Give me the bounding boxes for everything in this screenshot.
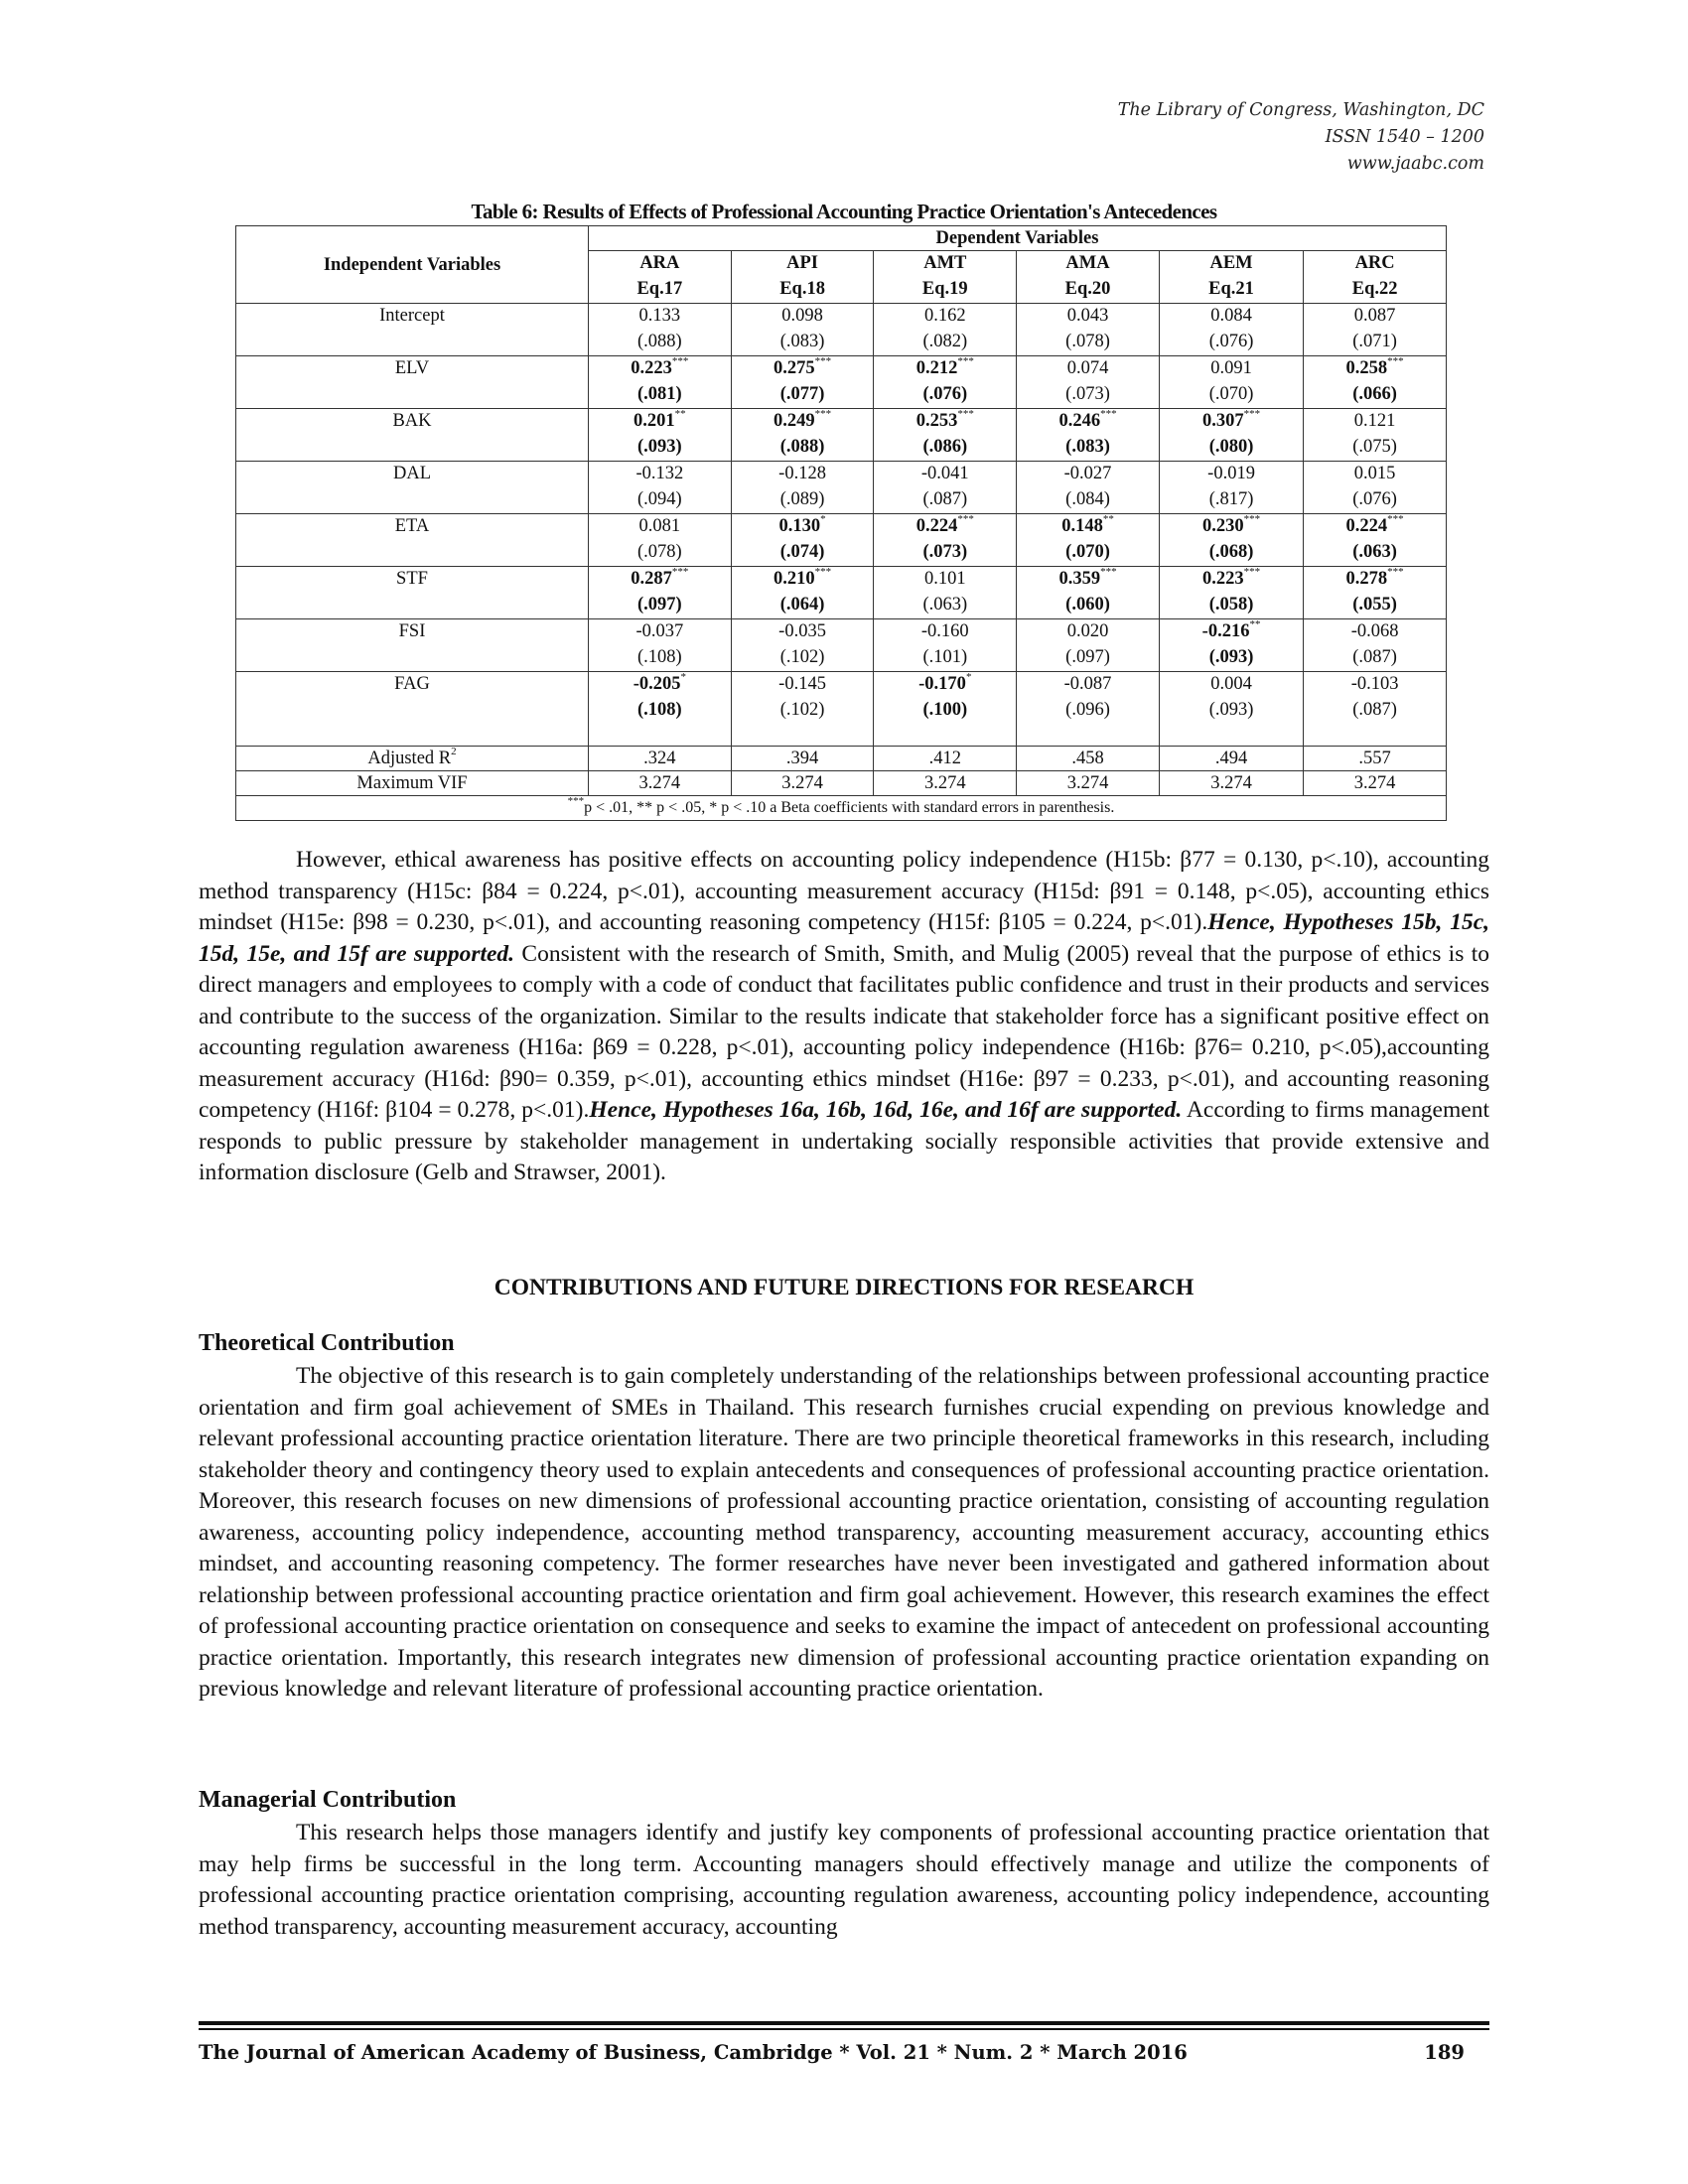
row-label: BAK: [236, 409, 589, 462]
significance-mark: ***: [1243, 565, 1261, 578]
coefficient: -0.160: [920, 621, 969, 641]
table-cell: [1304, 304, 1447, 356]
table-cell: [1304, 672, 1447, 747]
table-cell: [1159, 409, 1303, 462]
column-equation: Eq.19: [921, 279, 968, 299]
paragraph-text: According to firms management responds to public pressure by stakeholder management in undertaking socially responsible activities that provide extensive and information disclosure (Gelb and Strawser, 2001).: [199, 1097, 1489, 1185]
table-cell: [1304, 356, 1447, 409]
section-title: CONTRIBUTIONS AND FUTURE DIRECTIONS FOR RESEARCH: [493, 1275, 1195, 1300]
coefficient: -0.216: [1201, 621, 1250, 641]
column-header-aem: [1159, 251, 1303, 304]
table-cell: [1159, 567, 1303, 619]
table-cell: [1304, 409, 1447, 462]
coefficient: 0.253: [915, 411, 958, 431]
table-cell: .324: [589, 747, 732, 771]
standard-error: (.087): [922, 489, 968, 509]
page-footer: [199, 2041, 1465, 2064]
standard-error: (.094): [637, 489, 682, 509]
dependent-variables-header: Dependent Variables: [589, 226, 1447, 251]
standard-error: (.108): [637, 647, 682, 667]
table-cell: 3.274: [874, 771, 1017, 796]
coefficient: 0.101: [923, 569, 966, 589]
table-cell: [1017, 356, 1160, 409]
table-cell: [731, 567, 874, 619]
hypothesis-statement: Hence, Hypotheses 16a, 16b, 16d, 16e, and 16f are supported.: [589, 1097, 1183, 1123]
column-name: ARA: [639, 253, 680, 273]
table-cell: 3.274: [1304, 771, 1447, 796]
row-label: ELV: [236, 356, 589, 409]
page-number: 189: [1424, 2041, 1465, 2064]
coefficient: 0.224: [1345, 516, 1388, 536]
coefficient: 0.224: [915, 516, 958, 536]
coefficient: 0.307: [1201, 411, 1244, 431]
table-cell: 3.274: [589, 771, 732, 796]
table-note-row: [236, 796, 1447, 821]
table-cell: [731, 514, 874, 567]
table-cell: [731, 672, 874, 747]
standard-error: (.073): [922, 542, 968, 562]
coefficient: 0.223: [1201, 569, 1244, 589]
significance-mark: ***: [1100, 407, 1117, 420]
table-cell: [731, 619, 874, 672]
coefficient: -0.170: [918, 674, 966, 694]
column-header-amt: [874, 251, 1017, 304]
table-cell: [1304, 567, 1447, 619]
adjusted-r2-label: Adjusted R: [367, 749, 452, 768]
coefficient: -0.103: [1350, 674, 1399, 694]
coefficient: 0.043: [1066, 306, 1109, 326]
standard-error: (.093): [637, 437, 682, 457]
standard-error: (.817): [1208, 489, 1254, 509]
hypothesis-statement: Hence, Hypotheses 15b, 15c, 15d, 15e, and 15f are supported.: [199, 909, 1489, 967]
standard-error: (.058): [1208, 595, 1254, 614]
row-label: FSI: [236, 619, 589, 672]
table-cell: [1304, 619, 1447, 672]
table-cell: [589, 567, 732, 619]
table-cell: [1304, 514, 1447, 567]
standard-error: (.087): [1352, 700, 1397, 720]
table-cell: [589, 514, 732, 567]
subheading-managerial: Managerial Contribution: [199, 1787, 457, 1813]
significance-mark: ***: [1243, 512, 1261, 525]
coefficient: 0.201: [633, 411, 675, 431]
significance-mark: ***: [814, 354, 832, 367]
footer-rule-thin: [199, 2028, 1489, 2030]
table-header-row-1: [236, 226, 1447, 251]
table-note-text: p < .01, ** p < .05, * p < .10 a Beta coefficients with standard errors in parenthesis.: [584, 799, 1115, 816]
column-name: API: [786, 253, 819, 273]
results-table: [235, 225, 1447, 821]
table-cell: 3.274: [731, 771, 874, 796]
standard-error: (.071): [1352, 332, 1397, 351]
coefficient: 0.133: [638, 306, 681, 326]
table-row: [236, 619, 1447, 672]
table-cell: [589, 462, 732, 514]
table-cell: [874, 619, 1017, 672]
coefficient: 0.148: [1061, 516, 1103, 536]
significance-mark: *: [820, 512, 826, 525]
significance-mark: *: [965, 670, 972, 683]
maximum-vif-row: [236, 771, 1447, 796]
coefficient: 0.091: [1210, 358, 1252, 378]
table-cell: .412: [874, 747, 1017, 771]
coefficient: 0.212: [915, 358, 958, 378]
paragraph-theoretical: [199, 1361, 1489, 1706]
standard-error: (.064): [779, 595, 825, 614]
column-equation: Eq.18: [779, 279, 825, 299]
table-cell: [1304, 462, 1447, 514]
coefficient: 0.258: [1345, 358, 1388, 378]
significance-mark: **: [1102, 512, 1114, 525]
subheading-theoretical: Theoretical Contribution: [199, 1330, 455, 1356]
coefficient: -0.068: [1350, 621, 1399, 641]
table-cell: [1017, 462, 1160, 514]
significance-mark: ***: [1387, 565, 1404, 578]
significance-mark: ***: [957, 354, 974, 367]
table-cell: [1017, 304, 1160, 356]
adjusted-r2-row: [236, 747, 1447, 771]
standard-error: (.088): [779, 437, 825, 457]
standard-error: (.081): [637, 384, 682, 404]
coefficient: -0.128: [778, 464, 826, 483]
row-label: Maximum VIF: [236, 771, 589, 796]
table-cell: [589, 304, 732, 356]
table-cell: [1017, 672, 1160, 747]
standard-error: (.083): [1065, 437, 1110, 457]
header-line-1: The Library of Congress, Washington, DC: [1117, 100, 1484, 120]
table-cell: [874, 356, 1017, 409]
standard-error: (.101): [922, 647, 968, 667]
paragraph-managerial: [199, 1818, 1489, 1943]
table-cell: [874, 409, 1017, 462]
standard-error: (.074): [779, 542, 825, 562]
table-cell: [1017, 514, 1160, 567]
standard-error: (.060): [1065, 595, 1110, 614]
standard-error: (.093): [1208, 647, 1254, 667]
standard-error: (.076): [922, 384, 968, 404]
table-cell: 3.274: [1159, 771, 1303, 796]
adjusted-r2-sup: 2: [451, 745, 457, 757]
coefficient: 0.287: [631, 569, 672, 589]
standard-error: (.102): [779, 647, 825, 667]
paragraph-theoretical-text: The objective of this research is to gain completely understanding of the relationships between professional accounting practice orientation and firm goal achievement of SMEs in Thailand. This research furnishes crucial expending on previous knowledge and relevant professional accounting practice orientation literature. There are two principle theoretical frameworks in this research, including stakeholder theory and contingency theory used to explain antecedents and consequences of professional accounting practice orientation. Moreover, this research focuses on new dimensions of professional accounting practice orientation, consisting of accounting regulation awareness, accounting policy independence, accounting method transparency, accounting measurement accuracy, accounting ethics mindset, and accounting reasoning competency. The former researches have never been investigated and gathered information about relationship between professional accounting practice orientation and firm goal achievement. However, this research examines the effect of professional accounting practice orientation on consequence and seeks to examine the impact of antecedent on professional accounting practice orientation. Importantly, this research integrates new dimension of professional accounting practice orientation expanding on previous knowledge and relevant literature of professional accounting practice orientation.: [199, 1363, 1489, 1702]
table-note: [236, 796, 1447, 821]
standard-error: (.066): [1352, 384, 1397, 404]
column-equation: Eq.22: [1351, 279, 1398, 299]
journal-citation: The Journal of American Academy of Business, Cambridge * Vol. 21 * Num. 2 * March 2016: [199, 2041, 1188, 2064]
table-row: [236, 567, 1447, 619]
table-cell: [589, 409, 732, 462]
column-equation: Eq.20: [1064, 279, 1111, 299]
table-cell: [589, 619, 732, 672]
significance-mark: ***: [814, 565, 832, 578]
table-cell: [731, 356, 874, 409]
coefficient: -0.132: [635, 464, 684, 483]
significance-mark: ***: [1387, 512, 1404, 525]
paragraph-results: [199, 845, 1489, 1189]
significance-mark: **: [1249, 617, 1261, 630]
significance-mark: *: [680, 670, 686, 683]
standard-error: (.076): [1208, 332, 1254, 351]
coefficient: -0.205: [633, 674, 681, 694]
table-cell: [1017, 409, 1160, 462]
coefficient: 0.230: [1201, 516, 1244, 536]
coefficient: 0.004: [1210, 674, 1252, 694]
footer-rule: [199, 2021, 1489, 2025]
coefficient: -0.035: [778, 621, 826, 641]
coefficient: 0.084: [1210, 306, 1252, 326]
coefficient: 0.015: [1353, 464, 1396, 483]
coefficient: 0.223: [631, 358, 672, 378]
significance-mark: **: [674, 407, 686, 420]
coefficient: 0.275: [774, 358, 815, 378]
coefficient: 0.162: [923, 306, 966, 326]
standard-error: (.093): [1208, 700, 1254, 720]
coefficient: -0.027: [1063, 464, 1112, 483]
coefficient: 0.246: [1058, 411, 1101, 431]
table-cell: [1159, 672, 1303, 747]
coefficient: 0.020: [1066, 621, 1109, 641]
paragraph-text: Consistent with the research of Smith, Smith, and Mulig (2005) reveal that the purpose of ethics is to direct managers and employees to comply with a code of conduct that facilitates public confidence and trust in their products and services and contribute to the success of the organization. Similar to the results indicate that stakeholder force has a significant positive effect on accounting regulation awareness (H16a: β69 = 0.228, p<.01), accounting policy independence (H16b: β76= 0.210, p<.05),accounting measurement accuracy (H16d: β90= 0.359, p<.01), accounting ethics mindset (H16e: β97 = 0.233, p<.01), and accounting reasoning competency (H16f: β104 = 0.278, p<.01).: [199, 940, 1489, 1123]
column-header-ara: [589, 251, 732, 304]
row-label: DAL: [236, 462, 589, 514]
row-label: FAG: [236, 672, 589, 747]
table-cell: 3.274: [1017, 771, 1160, 796]
table-cell: [731, 462, 874, 514]
coefficient: -0.019: [1207, 464, 1255, 483]
standard-error: (.097): [637, 595, 682, 614]
standard-error: (.073): [1065, 384, 1110, 404]
table-cell: [589, 672, 732, 747]
row-label: Intercept: [236, 304, 589, 356]
table-cell: [1017, 567, 1160, 619]
paragraph-text: However, ethical awareness has positive effects on accounting policy independence (H15b: β77 = 0.130, p<.10), accounting method transparency (H15c: β84 = 0.224, p<.01), accounting measurement accuracy (H15d: β91 = 0.148, p<.05), accounting ethics mindset (H15e: β98 = 0.230, p<.01), and accounting reasoning competency (H15f: β105 = 0.224, p<.01).: [199, 847, 1489, 935]
significance-mark: ***: [957, 407, 974, 420]
table-cell: [874, 514, 1017, 567]
row-label: ETA: [236, 514, 589, 567]
coefficient: 0.249: [774, 411, 815, 431]
significance-mark: ***: [1100, 565, 1117, 578]
table-cell: [1159, 304, 1303, 356]
significance-mark: ***: [671, 354, 689, 367]
page-header: [1118, 97, 1484, 178]
standard-error: (.063): [1352, 542, 1397, 562]
table-cell: .557: [1304, 747, 1447, 771]
standard-error: (.077): [779, 384, 825, 404]
coefficient: 0.130: [778, 516, 821, 536]
column-name: ARC: [1354, 253, 1395, 273]
table-title: Table 6: Results of Effects of Professional Accounting Practice Orientation's Antecedences: [471, 200, 1217, 223]
coefficient: 0.359: [1058, 569, 1101, 589]
standard-error: (.088): [637, 332, 682, 351]
table-row: [236, 409, 1447, 462]
table-cell: [1159, 514, 1303, 567]
standard-error: (.102): [779, 700, 825, 720]
coefficient: 0.210: [774, 569, 815, 589]
table-row: [236, 304, 1447, 356]
coefficient: 0.087: [1353, 306, 1396, 326]
coefficient: -0.037: [635, 621, 684, 641]
coefficient: 0.074: [1066, 358, 1109, 378]
row-label: [236, 747, 589, 771]
row-label: STF: [236, 567, 589, 619]
column-name: AEM: [1209, 253, 1253, 273]
standard-error: (.096): [1065, 700, 1110, 720]
standard-error: (.078): [637, 542, 682, 562]
significance-mark: ***: [1243, 407, 1261, 420]
table-cell: [1159, 462, 1303, 514]
table-cell: [1017, 619, 1160, 672]
standard-error: (.068): [1208, 542, 1254, 562]
table-cell: [731, 304, 874, 356]
significance-mark: ***: [814, 407, 832, 420]
standard-error: (.084): [1065, 489, 1110, 509]
standard-error: (.078): [1065, 332, 1110, 351]
header-line-2: ISSN 1540 – 1200: [1325, 127, 1484, 147]
table-row: [236, 672, 1447, 747]
table-cell: [874, 462, 1017, 514]
table-cell: .458: [1017, 747, 1160, 771]
standard-error: (.087): [1352, 647, 1397, 667]
significance-mark: ***: [957, 512, 974, 525]
coefficient: 0.121: [1353, 411, 1396, 431]
table-cell: [1159, 619, 1303, 672]
standard-error: (.076): [1352, 489, 1397, 509]
standard-error: (.082): [922, 332, 968, 351]
column-header-ama: [1017, 251, 1160, 304]
column-header-api: [731, 251, 874, 304]
standard-error: (.100): [922, 700, 968, 720]
table-row: [236, 514, 1447, 567]
coefficient: 0.278: [1345, 569, 1388, 589]
table-cell: [874, 304, 1017, 356]
significance-mark: ***: [1387, 354, 1404, 367]
header-line-3: www.jaabc.com: [1346, 154, 1484, 174]
standard-error: (.108): [637, 700, 682, 720]
standard-error: (.083): [779, 332, 825, 351]
coefficient: -0.041: [920, 464, 969, 483]
column-equation: Eq.17: [636, 279, 683, 299]
column-equation: Eq.21: [1208, 279, 1254, 299]
standard-error: (.070): [1208, 384, 1254, 404]
standard-error: (.097): [1065, 647, 1110, 667]
coefficient: -0.145: [778, 674, 826, 694]
independent-variables-header: Independent Variables: [236, 226, 589, 304]
standard-error: (.086): [922, 437, 968, 457]
standard-error: (.070): [1065, 542, 1110, 562]
standard-error: (.055): [1352, 595, 1397, 614]
table-row: [236, 356, 1447, 409]
coefficient: -0.087: [1063, 674, 1112, 694]
table-cell: .494: [1159, 747, 1303, 771]
table-cell: [874, 672, 1017, 747]
coefficient: 0.098: [781, 306, 823, 326]
table-note-sup: ***: [567, 794, 585, 807]
table-cell: .394: [731, 747, 874, 771]
standard-error: (.089): [779, 489, 825, 509]
column-name: AMT: [923, 253, 967, 273]
column-name: AMA: [1065, 253, 1110, 273]
standard-error: (.063): [922, 595, 968, 614]
table-cell: [731, 409, 874, 462]
table-row: [236, 462, 1447, 514]
standard-error: (.080): [1208, 437, 1254, 457]
column-header-arc: [1304, 251, 1447, 304]
table-cell: [1159, 356, 1303, 409]
standard-error: (.075): [1352, 437, 1397, 457]
significance-mark: ***: [671, 565, 689, 578]
coefficient: 0.081: [638, 516, 681, 536]
table-cell: [874, 567, 1017, 619]
table-cell: [589, 356, 732, 409]
paragraph-managerial-text: This research helps those managers identify and justify key components of professional accounting practice orientation that may help firms be successful in the long term. Accounting managers should effectively manage and utilize the components of professional accounting practice orientation comprising, accounting regulation awareness, accounting policy independence, accounting method transparency, accounting measurement accuracy, accounting: [199, 1820, 1489, 1940]
